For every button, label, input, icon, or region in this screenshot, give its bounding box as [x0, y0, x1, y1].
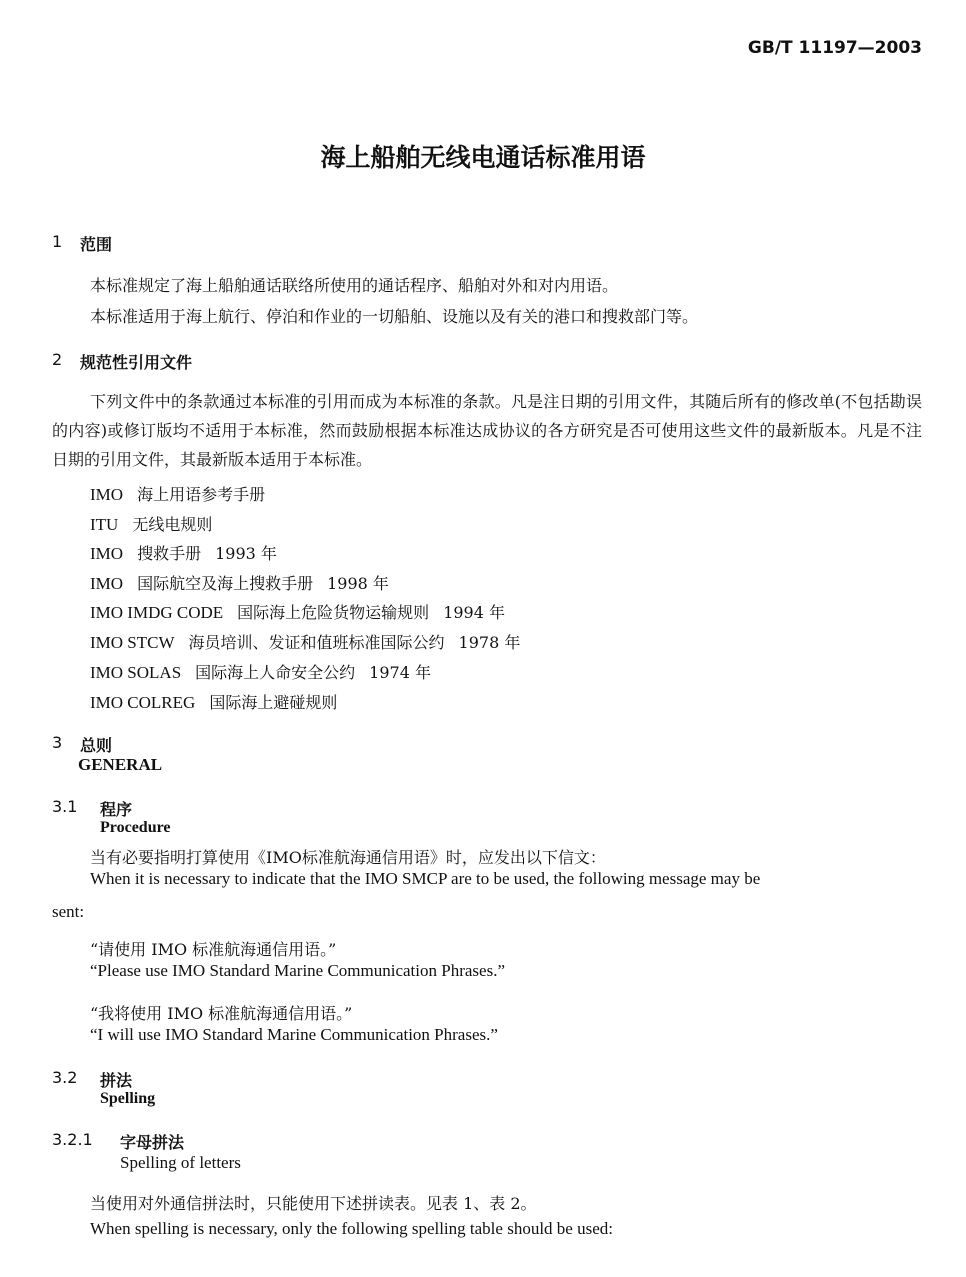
reference-item: [90, 660, 445, 683]
section-3-1-en-text: When it is necessary to indicate that the IMO SMCP are to be used, the following message may be: [90, 869, 761, 888]
reference-code: IMO: [90, 574, 124, 593]
reference-title: 海员培训、发证和值班标准国际公约: [188, 633, 445, 652]
section-3-1-heading-en: Procedure: [100, 819, 171, 836]
reference-item: [90, 600, 519, 623]
reference-year: 1978 年: [458, 633, 521, 652]
section-3-1-cn-text: 当有必要指明打算使用《IMO标准航海通信用语》时，应发出以下信文：: [90, 848, 606, 867]
quote-2-cn: “我将使用 IMO 标准航海通信用语。”: [90, 1004, 353, 1023]
section-3-number: 3: [52, 733, 63, 752]
reference-code: IMO STCW: [90, 633, 175, 652]
reference-item: [90, 541, 291, 564]
document-title: 海上船舶无线电通话标准用语: [320, 143, 646, 172]
section-3-2-1-heading-en: Spelling of letters: [120, 1153, 241, 1172]
reference-item: [90, 630, 534, 653]
section-3-2-1-heading: 字母拼法: [120, 1133, 185, 1152]
reference-title: 国际海上人命安全公约: [195, 663, 356, 682]
reference-year: 1974 年: [369, 663, 431, 682]
section-1-para-2: 本标准适用于海上航行、停泊和作业的一切船舶、设施以及有关的港口和搜救部门等。: [90, 307, 699, 326]
reference-title: 海上用语参考手册: [137, 485, 266, 504]
quote-1-cn: “请使用 IMO 标准航海通信用语。”: [90, 940, 337, 959]
reference-year: 1998 年: [327, 574, 389, 593]
section-1-heading: 范围: [80, 235, 113, 254]
section-2-number: 2: [52, 350, 63, 369]
standard-number: GB/T 11197—2003: [747, 38, 922, 58]
section-2-heading: 规范性引用文件: [80, 353, 193, 372]
section-3-2-1-number: 3.2.1: [52, 1130, 93, 1149]
reference-item: [90, 482, 279, 505]
reference-item: [90, 512, 226, 535]
reference-title: 国际海上危险货物运输规则: [237, 603, 430, 622]
reference-code: IMO SOLAS: [90, 663, 182, 682]
section-1-number: 1: [52, 232, 63, 251]
section-3-2-number: 3.2: [52, 1068, 78, 1087]
quote-2-en: “I will use IMO Standard Marine Communication Phrases.”: [90, 1025, 498, 1044]
reference-code: IMO COLREG: [90, 693, 196, 712]
reference-code: ITU: [90, 515, 119, 534]
reference-code: IMO: [90, 485, 124, 504]
reference-year: 1994 年: [443, 603, 505, 622]
section-3-1-heading: 程序: [100, 800, 133, 819]
section-3-1-number: 3.1: [52, 797, 78, 816]
section-3-2-heading: 拼法: [100, 1071, 133, 1090]
reference-code: IMO IMDG CODE: [90, 603, 224, 622]
reference-code: IMO: [90, 544, 124, 563]
section-2-intro: 下列文件中的条款通过本标准的引用而成为本标准的条款。凡是注日期的引用文件，其随后所有的修改单(不包括勘误的内容)或修订版均不适用于本标准，然而鼓励根据本标准达成协议的各方研究是否可使用这些文件的最新版本。凡是不注日期的引用文件，其最新版本适用于本标准。: [52, 392, 922, 469]
reference-title: 无线电规则: [132, 515, 213, 534]
reference-year: 1993 年: [215, 544, 277, 563]
reference-title: 国际海上避碰规则: [209, 693, 338, 712]
section-3-2-1-cn-text: 当使用对外通信拼法时，只能使用下述拼读表。见表 1、表 2。: [90, 1194, 537, 1213]
reference-item: [90, 690, 351, 713]
section-3-2-1-en-text: When spelling is necessary, only the following spelling table should be used:: [90, 1219, 613, 1238]
section-3-heading-en: GENERAL: [78, 755, 163, 774]
section-3-heading: 总则: [80, 736, 113, 755]
reference-item: [90, 571, 403, 594]
section-1-para-1: 本标准规定了海上船舶通话联络所使用的通话程序、船舶对外和对内用语。: [90, 276, 619, 295]
reference-title: 搜救手册: [137, 544, 202, 563]
reference-title: 国际航空及海上搜救手册: [137, 574, 314, 593]
section-3-1-en-text-cont: sent:: [52, 902, 85, 921]
section-3-2-heading-en: Spelling: [100, 1090, 156, 1107]
quote-1-en: “Please use IMO Standard Marine Communication Phrases.”: [90, 961, 505, 980]
